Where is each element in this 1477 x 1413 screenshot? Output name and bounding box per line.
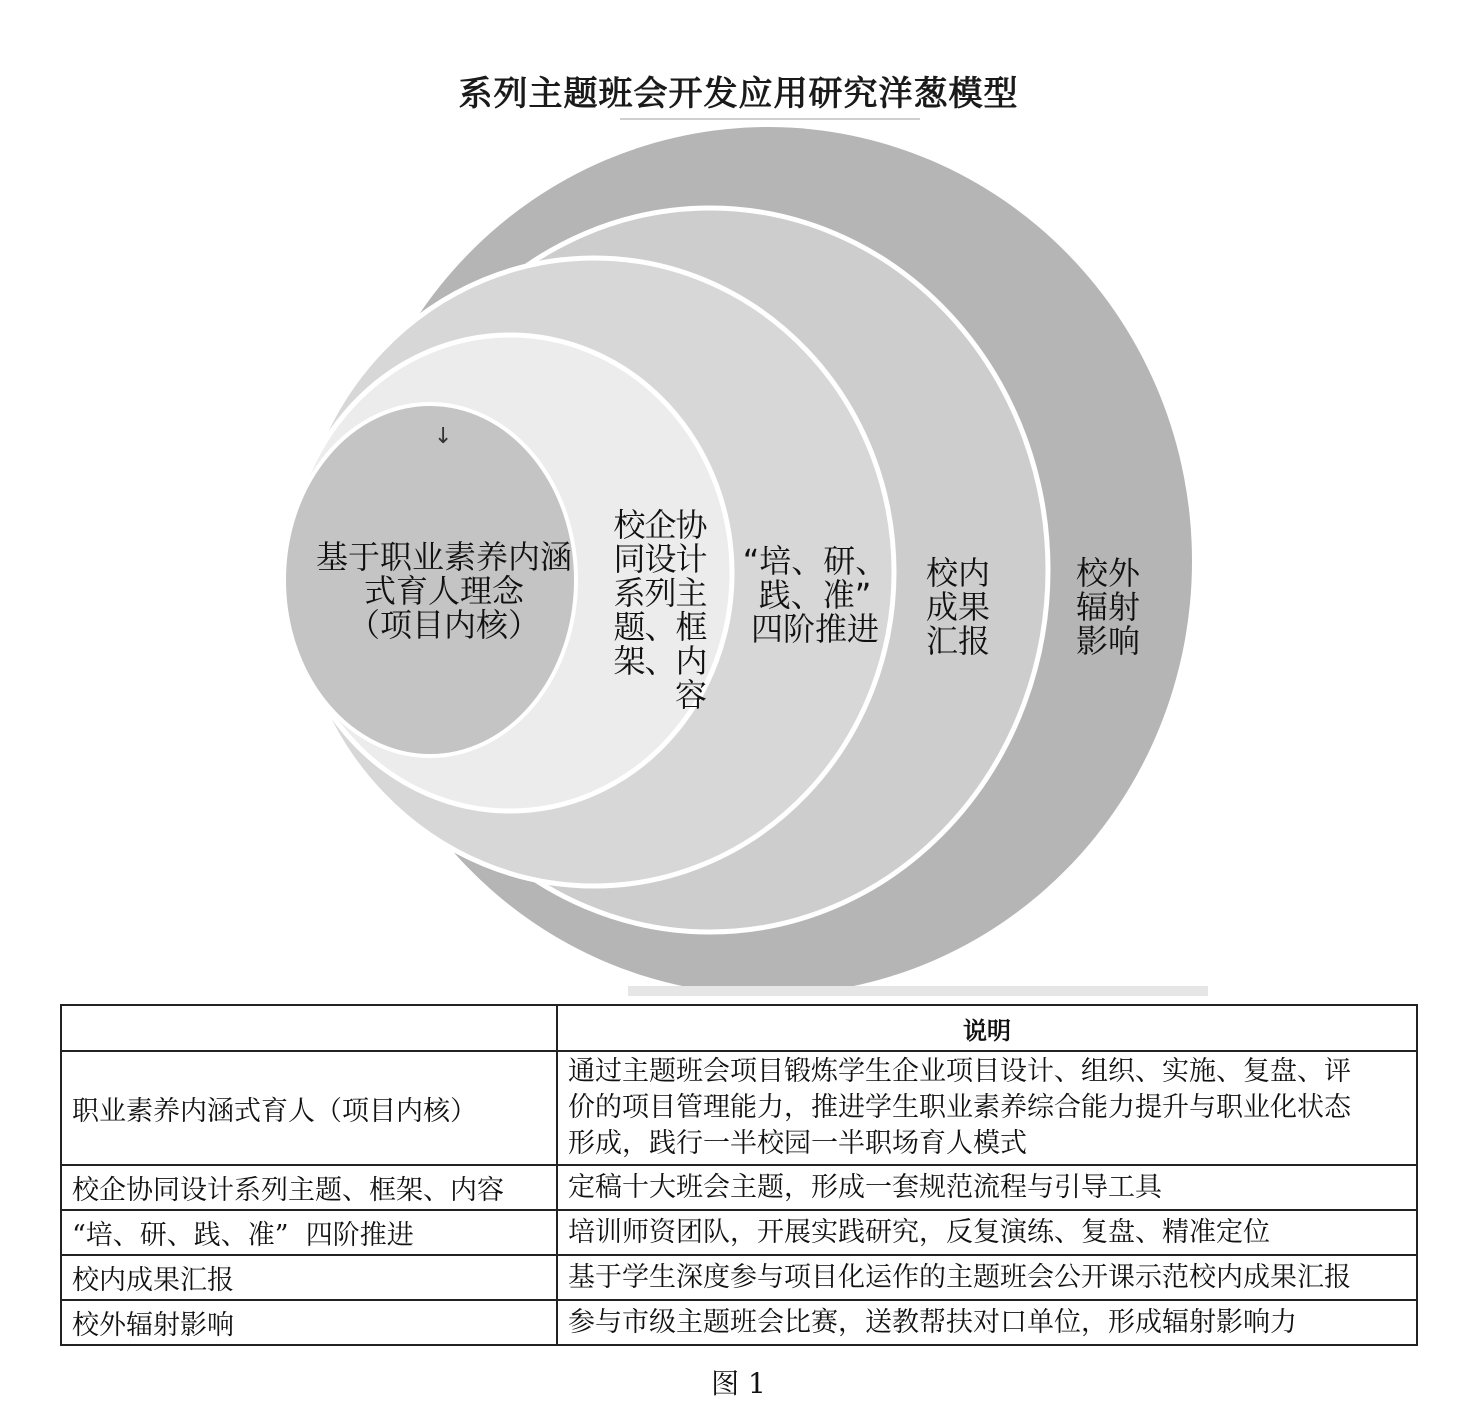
table-cell-description [557, 1051, 1417, 1165]
ring2-label-line: 系列主 [613, 574, 707, 612]
table-row [61, 1210, 1417, 1255]
table-cell-layer: “培、研、践、准” 四阶推进 [61, 1210, 557, 1255]
description-line: 形成，践行一半校园一半职场育人模式 [568, 1128, 1027, 1159]
description-line: 通过主题班会项目锻炼学生企业项目设计、组织、实施、复盘、评 [568, 1056, 1351, 1087]
ring3-label-line: “培、研、 [742, 542, 888, 580]
ring3-label-line: 践、准” [758, 576, 872, 614]
description-table [60, 1004, 1418, 1346]
ring2-label-line: 校企协 [613, 506, 707, 544]
figure-caption: 图 1 [711, 1367, 766, 1400]
ring4-label-line: 汇报 [925, 622, 990, 660]
table-header-description: 说明 [557, 1005, 1417, 1051]
table-cell-description: 培训师资团队，开展实践研究，反复演练、复盘、精准定位 [557, 1210, 1417, 1255]
table-row [61, 1051, 1417, 1165]
table-cell-layer: 校企协同设计系列主题、框架、内容 [61, 1165, 557, 1210]
ring4-label-line: 校内 [925, 554, 990, 592]
core-label [300, 540, 588, 642]
ring4-label-line: 成果 [925, 588, 990, 626]
ring5-label-line: 校外 [1075, 554, 1140, 592]
table-header-row [61, 1005, 1417, 1051]
ring2-label-line: 同设计 [613, 540, 707, 578]
ring5-label [1068, 556, 1148, 658]
ring3-label [740, 544, 890, 646]
ring2-label-line: 题、框 [613, 608, 707, 646]
table-cell-description: 基于学生深度参与项目化运作的主题班会公开课示范校内成果汇报 [557, 1255, 1417, 1300]
down-arrow-icon: ↓ [434, 424, 453, 449]
ring4-label [918, 556, 998, 658]
core-label-line: （项目内核） [347, 606, 540, 644]
table-cell-layer: 校外辐射影响 [61, 1300, 557, 1345]
ring3-label-line: 四阶推进 [750, 610, 879, 648]
ring5-label-line: 影响 [1075, 622, 1140, 660]
description-line: 价的项目管理能力，推进学生职业素养综合能力提升与职业化状态 [568, 1092, 1351, 1123]
diagram-shadow-strip [628, 986, 1208, 996]
diagram-title: 系列主题班会开发应用研究洋葱模型 [458, 74, 1019, 114]
ring2-label-line: 架、内 [613, 642, 707, 680]
table-cell-description: 参与市级主题班会比赛，送教帮扶对口单位，形成辐射影响力 [557, 1300, 1417, 1345]
table-cell-layer: 校内成果汇报 [61, 1255, 557, 1300]
table-cell-layer: 职业素养内涵式育人（项目内核） [61, 1051, 557, 1165]
table-row [61, 1300, 1417, 1345]
ring2-label [608, 508, 712, 712]
table-row [61, 1255, 1417, 1300]
table-row [61, 1165, 1417, 1210]
core-label-line: 基于职业素养内涵 [315, 538, 572, 576]
ring5-label-line: 辐射 [1075, 588, 1140, 626]
table-header-empty [61, 1005, 557, 1051]
core-label-line: 式育人理念 [363, 572, 524, 610]
table-cell-description: 定稿十大班会主题，形成一套规范流程与引导工具 [557, 1165, 1417, 1210]
ring2-label-line: 容 [674, 676, 706, 714]
